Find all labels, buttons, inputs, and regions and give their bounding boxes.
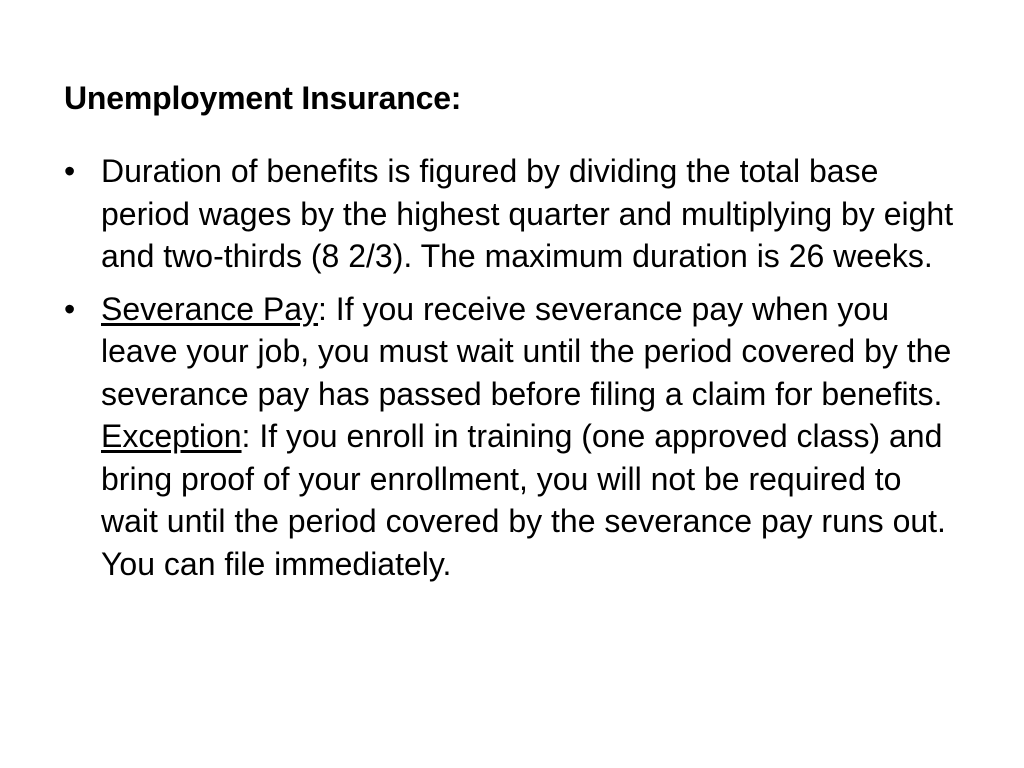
bullet-duration (64, 150, 964, 278)
severance-pay-heading: Severance Pay (101, 290, 319, 327)
bullet-icon: • (64, 153, 76, 189)
bullet-icon: • (64, 290, 76, 327)
severance-pay-text: : If you receive severance pay when you leave your job, you must wait until the period covered by the severance pay has passed before filing a claim for benefits. (101, 290, 952, 412)
slide-title: Unemployment Insurance: (64, 80, 462, 116)
exception-text: : If you enroll in training (one approved class) and bring proof of your enrollment, you will not be required to wait until the period covered by the severance pay runs out. You can file immediately. (101, 418, 946, 582)
bullet-duration-text: Duration of benefits is figured by dividing the total base period wages by the highest quarter and multiplying by eight and two-thirds (8 2/3). The maximum duration is 26 weeks. (101, 153, 954, 274)
bullet-severance-pay (64, 288, 964, 586)
exception-heading: Exception (101, 418, 242, 454)
bullet-list (64, 150, 964, 595)
